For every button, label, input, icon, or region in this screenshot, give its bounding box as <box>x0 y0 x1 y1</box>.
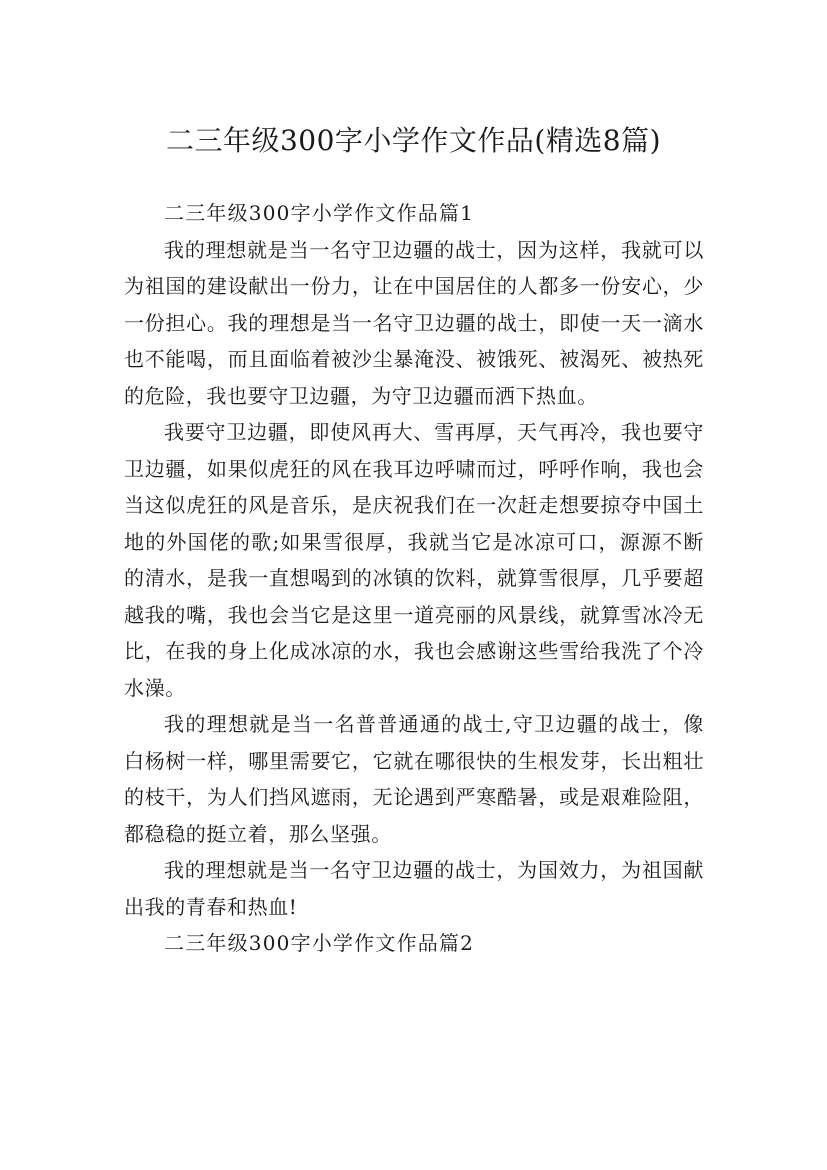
paragraph: 我的理想就是当一名守卫边疆的战士，因为这样，我就可以为祖国的建设献出一份力，让在中国居住的人都多一份安心，少一份担心。我的理想是当一名守卫边疆的战士，即使一天一滴水也不能喝，而且面临着被沙尘暴淹没、被饿死、被渴死、被热死的危险，我也要守卫边疆，为守卫边疆而洒下热血。 <box>124 237 704 408</box>
document-title: 二三年级300字小学作文作品(精选8篇) <box>165 123 662 157</box>
section-heading-2: 二三年级300字小学作文作品篇2 <box>164 931 475 955</box>
paragraph: 我的理想就是当一名普普通通的战士,守卫边疆的战士，像白杨树一样，哪里需要它，它就在哪很快的生根发芽，长出粗壮的枝干，为人们挡风遮雨，无论遇到严寒酷暑，或是艰难险阻，都稳稳的挺立着，那么坚强。 <box>124 712 704 846</box>
document-body <box>124 195 704 962</box>
section-heading-1: 二三年级300字小学作文作品篇1 <box>164 201 475 225</box>
paragraph: 我的理想就是当一名守卫边疆的战士，为国效力，为祖国献出我的青春和热血! <box>124 858 704 919</box>
paragraph: 我要守卫边疆，即使风再大、雪再厚，天气再冷，我也要守卫边疆，如果似虎狂的风在我耳边呼啸而过，呼呼作响，我也会当这似虎狂的风是音乐，是庆祝我们在一次赶走想要掠夺中国土地的外国佬的歌;如果雪很厚，我就当它是冰凉可口，源源不断的清水，是我一直想喝到的冰镇的饮料，就算雪很厚，几乎要超越我的嘴，我也会当它是这里一道亮丽的风景线，就算雪冰冷无比，在我的身上化成冰凉的水，我也会感谢这些雪给我洗了个冷水澡。 <box>124 420 704 700</box>
